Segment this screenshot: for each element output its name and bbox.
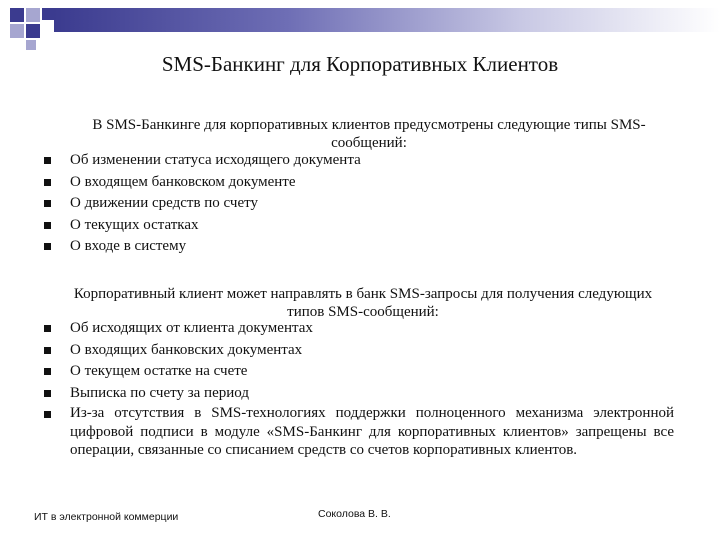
header-gradient-band <box>54 8 720 32</box>
decor-square <box>10 24 24 38</box>
decor-square <box>26 40 36 50</box>
decor-square <box>42 8 54 20</box>
section1-intro: В SMS-Банкинге для корпоративных клиентов предусмотрены следующие типы SMS-сообщений: <box>92 117 646 151</box>
footer-course: ИТ в электронной коммерции <box>34 511 179 523</box>
list-item: О входящих банковских документах <box>44 340 674 362</box>
bullet-icon <box>44 222 51 229</box>
decor-square <box>26 24 40 38</box>
bullet-icon <box>44 243 51 250</box>
bullet-icon <box>44 347 51 354</box>
decor-square <box>26 8 40 22</box>
list-item: О движении средств по счету <box>44 193 684 215</box>
bullet-icon <box>44 325 51 332</box>
list-item: О текущих остатках <box>44 215 684 237</box>
bullet-icon <box>44 411 51 418</box>
decor-square <box>10 8 24 22</box>
bullet-icon <box>44 157 51 164</box>
bullet-icon <box>44 368 51 375</box>
list-item: О текущем остатке на счете <box>44 361 674 383</box>
list-item: Об изменении статуса исходящего документа <box>44 150 684 172</box>
bullet-icon <box>44 200 51 207</box>
list-item: О входящем банковском документе <box>44 172 684 194</box>
bullet-icon <box>44 390 51 397</box>
list-item: О входе в систему <box>44 236 684 258</box>
slide-title: SMS-Банкинг для Корпоративных Клиентов <box>161 52 559 76</box>
footer-author: Соколова В. В. <box>318 508 391 520</box>
bullet-icon <box>44 179 51 186</box>
section2-list <box>44 318 674 460</box>
section2-intro: Корпоративный клиент может направлять в банк SMS-запросы для получения следующих типов SMS-сообщений: <box>73 286 653 320</box>
section1-list <box>44 150 684 258</box>
list-item: Выписка по счету за период <box>44 383 674 405</box>
list-item: Об исходящих от клиента документах <box>44 318 674 340</box>
list-item: Из-за отсутствия в SMS-технологиях поддержки полноценного механизма электронной цифровой подписи в модуле «SMS-Банкинг для корпоративных клиентов» запрещены все операции, связанные со списанием средств со счетов корпоративных клиентов. <box>44 404 674 460</box>
